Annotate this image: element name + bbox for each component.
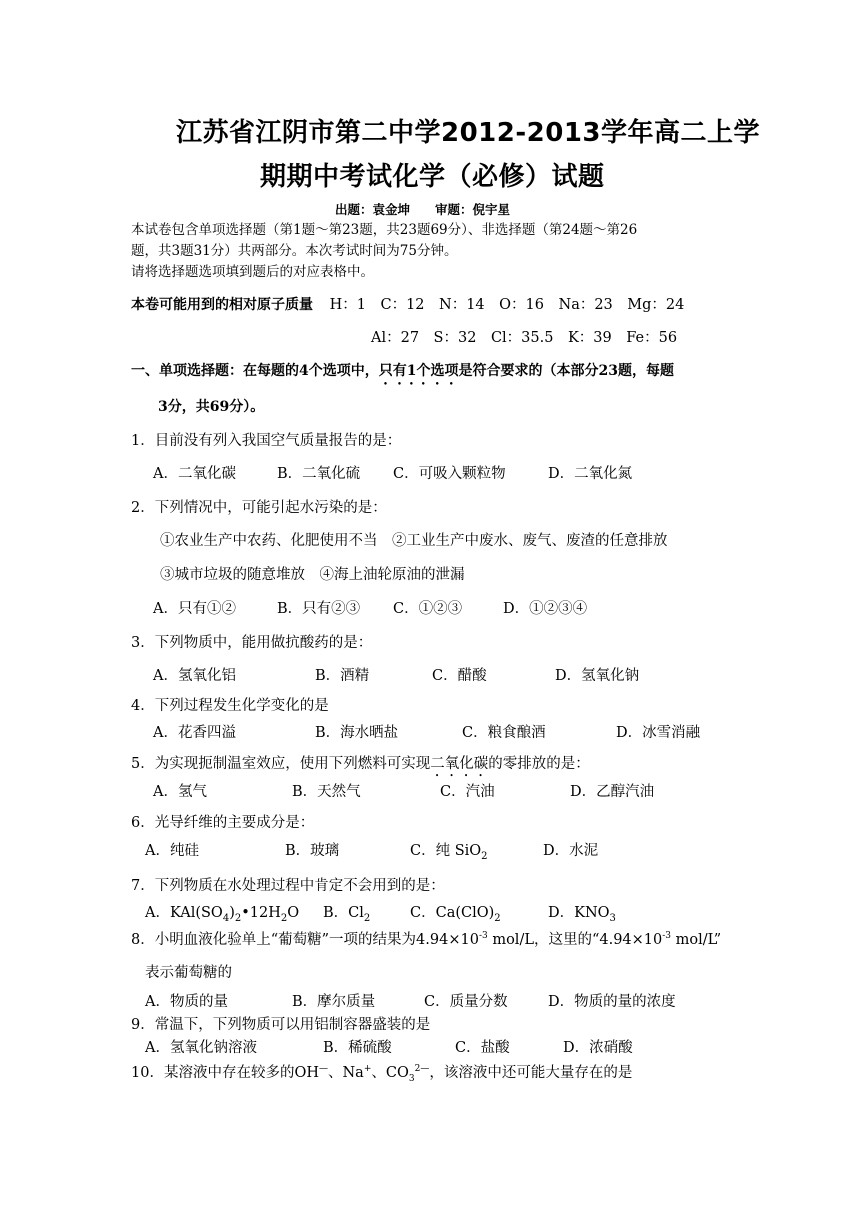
q2-item2: ③城市垃圾的随意堆放 ④海上油轮原油的泄漏: [160, 567, 465, 583]
page-title-line1: 江苏省江阴市第二中学2012-2013学年高二上学: [176, 118, 761, 148]
atomic-mass-row2: Al：27 S：32 Cl：35.5 K：39 Fe：56: [371, 330, 678, 346]
q5-option-d: D．乙醇汽油: [570, 784, 655, 800]
intro-line2: 题，共3题31分）共两部分。本次考试时间为75分钟。: [131, 243, 458, 259]
q8-option-b: B．摩尔质量: [292, 994, 376, 1010]
q7-option-a: [145, 901, 299, 924]
q8-stem-line2: 表示葡萄糖的: [145, 965, 232, 981]
q3-option-b: B．酒精: [315, 668, 370, 684]
section-heading: [131, 360, 674, 388]
q2-stem: 2．下列情况中，可能引起水污染的是：: [131, 500, 387, 516]
q1-option-b: B．二氧化硫: [277, 466, 361, 482]
q10-stem-sup1: —: [318, 1064, 328, 1075]
authors: 出题：袁金坤 审题：倪宇星: [335, 202, 511, 217]
page-title-line2: 期期中考试化学（必修）试题: [260, 162, 605, 192]
q4-option-c: C．粮食酿酒: [462, 725, 546, 741]
q10-stem-part2: 、Na: [327, 1065, 364, 1081]
q5-stem: [131, 752, 590, 780]
q7-a-part2: ): [229, 905, 235, 921]
q7-a-part4: O: [287, 905, 300, 921]
q9-option-a: A．氢氧化钠溶液: [145, 1040, 257, 1056]
q6-option-d: D．水泥: [543, 843, 599, 859]
q3-stem: 3．下列物质中，能用做抗酸药的是：: [131, 635, 373, 651]
q3-option-d: D．氢氧化钠: [555, 668, 640, 684]
q8-option-a: A．物质的量: [145, 994, 228, 1010]
q9-stem: 9．常温下，下列物质可以用铝制容器盛装的是: [131, 1017, 431, 1033]
q1-option-c: C．可吸入颗粒物: [393, 466, 506, 482]
q7-b-text: B．Cl: [323, 905, 364, 921]
q7-option-b: [323, 901, 370, 924]
q8-stem-part1: 8．小明血液化验单上“葡萄糖”一项的结果为4.94×10: [131, 932, 479, 948]
q2-option-b: B．只有②③: [277, 601, 361, 617]
section-heading-b: 是符合要求的（本部分23题，每题: [458, 363, 674, 379]
q2-option-a: A．只有①②: [153, 601, 236, 617]
q9-option-c: C．盐酸: [455, 1040, 510, 1056]
q7-c-sub: 2: [494, 912, 501, 924]
q7-a-sub1: 4: [222, 912, 230, 924]
atomic-mass-label: 本卷可能用到的相对原子质量: [131, 297, 313, 313]
q8-stem-part2: mol/L，这里的“4.94×10: [487, 932, 663, 948]
q4-option-d: D．冰雪消融: [616, 725, 701, 741]
q10-stem-part1: 10．某溶液中存在较多的OH: [131, 1065, 319, 1081]
q5-option-b: B．天然气: [292, 784, 361, 800]
q10-stem-sup3: 2—: [414, 1064, 430, 1075]
q6-option-b: B．玻璃: [285, 843, 340, 859]
q9-option-b: B．稀硫酸: [323, 1040, 392, 1056]
q7-d-text: D．KNO: [548, 905, 610, 921]
q4-option-a: A．花香四溢: [153, 725, 236, 741]
section-heading-a: 一、单项选择题：在每题的4个选项中，: [131, 363, 379, 379]
atomic-mass-values-1: H：1 C：12 N：14 O：16 Na：23 Mg：24: [329, 297, 685, 313]
section-heading-line2: 3分，共69分）。: [158, 399, 265, 415]
q3-option-a: A．氢氧化铝: [153, 668, 236, 684]
q6-option-c: [410, 839, 488, 862]
q5-option-c: C．汽油: [440, 784, 495, 800]
q6-option-c-sub: 2: [481, 850, 488, 862]
q7-d-sub: 3: [609, 912, 616, 924]
q7-a-part1: A．KAl(SO: [145, 905, 223, 921]
q5-stem-b: 的零排放的是：: [488, 756, 590, 772]
q5-stem-a: 5．为实现扼制温室效应，使用下列燃料可实现: [131, 756, 431, 772]
q7-b-sub: 2: [363, 912, 371, 924]
section-heading-emphasis: 只有1个选项: [378, 363, 459, 379]
q7-c-text: C．Ca(ClO): [410, 905, 495, 921]
q2-option-d: D．①②③④: [503, 601, 588, 617]
q1-option-a: A．二氧化碳: [153, 466, 236, 482]
q7-option-d: [548, 901, 616, 924]
q6-stem: 6．光导纤维的主要成分是：: [131, 815, 315, 831]
q3-option-c: C．醋酸: [432, 668, 487, 684]
q10-stem-part3: 、CO: [371, 1065, 409, 1081]
q7-option-c: [410, 901, 501, 924]
q5-stem-emphasis: 二氧化碳: [430, 756, 489, 772]
q8-stem: [131, 928, 721, 949]
q2-option-c: C．①②③: [393, 601, 463, 617]
q1-option-d: D．二氧化氮: [548, 466, 633, 482]
q7-a-sub3: 2: [280, 912, 288, 924]
q4-stem: 4．下列过程发生化学变化的是: [131, 698, 329, 714]
q10-stem-part4: ，该溶液中还可能大量存在的是: [429, 1065, 633, 1081]
q8-option-c: C．质量分数: [424, 994, 508, 1010]
q6-option-a: A．纯硅: [145, 843, 199, 859]
q2-item1: ①农业生产中农药、化肥使用不当 ②工业生产中废水、废气、废渣的任意排放: [160, 533, 668, 549]
q8-stem-sup2: -3: [662, 931, 672, 942]
q1-stem: 1．目前没有列入我国空气质量报告的是：: [131, 433, 402, 449]
intro-line3: 请将选择题选项填到题后的对应表格中。: [131, 264, 374, 280]
q7-stem: 7．下列物质在水处理过程中肯定不会用到的是：: [131, 878, 445, 894]
q4-option-b: B．海水晒盐: [315, 725, 399, 741]
q8-option-d: D．物质的量的浓度: [548, 994, 676, 1010]
q10-stem: [131, 1061, 632, 1084]
atomic-mass-row1: [131, 293, 684, 314]
q8-stem-sup1: -3: [478, 931, 488, 942]
q7-a-sub2: 2: [234, 912, 242, 924]
intro-line1: 本试卷包含单项选择题（第1题～第23题，共23题69分）、非选择题（第24题～第26: [131, 222, 638, 238]
q10-stem-sup2: +: [363, 1064, 372, 1075]
q10-stem-sub3: 3: [408, 1073, 415, 1084]
q8-stem-part3: mol/L”: [671, 932, 722, 948]
q9-option-d: D．浓硝酸: [563, 1040, 633, 1056]
q5-option-a: A．氢气: [153, 784, 207, 800]
q7-a-part3: •12H: [241, 905, 281, 921]
q6-option-c-text: C．纯 SiO: [410, 843, 482, 859]
